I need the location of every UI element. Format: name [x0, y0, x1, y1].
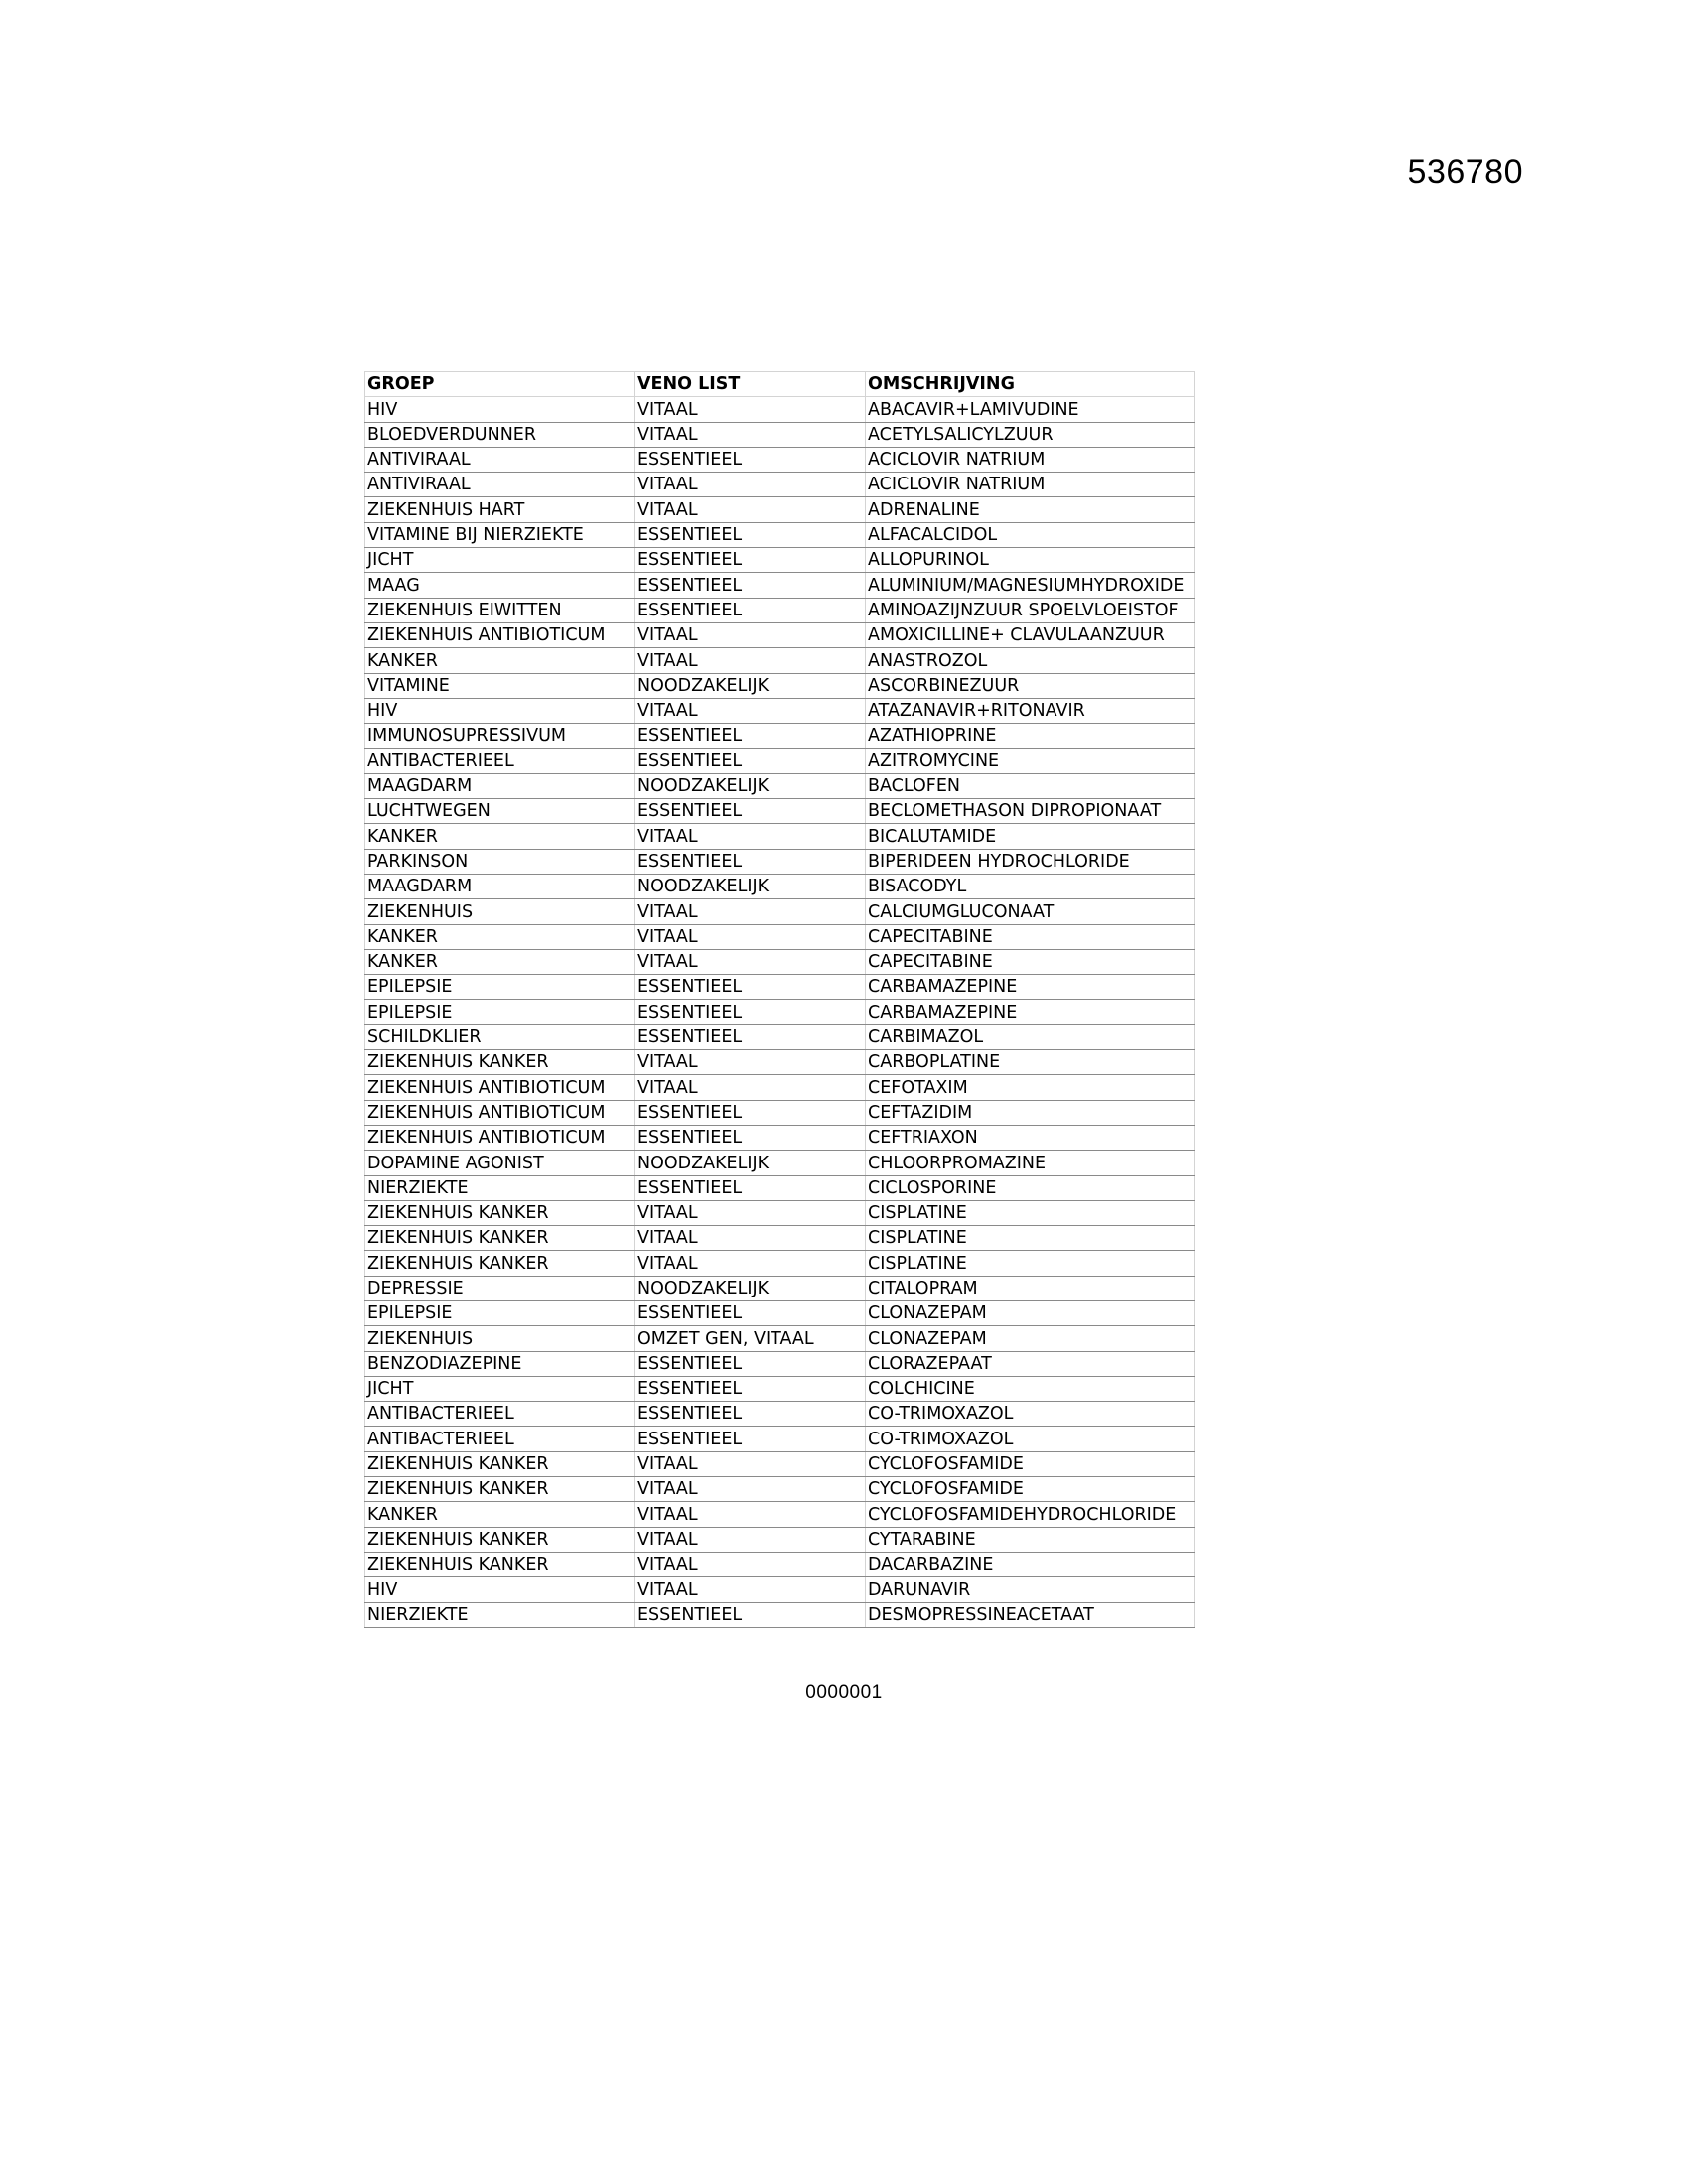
cell-veno-list: ESSENTIEEL	[635, 1000, 866, 1024]
cell-veno-list: VITAAL	[635, 1200, 866, 1225]
cell-groep: KANKER	[365, 924, 635, 949]
cell-omschrijving: DARUNAVIR	[866, 1577, 1195, 1602]
cell-groep: DOPAMINE AGONIST	[365, 1151, 635, 1175]
cell-omschrijving: ANASTROZOL	[866, 648, 1195, 673]
table-row	[365, 648, 1195, 673]
cell-omschrijving: CAPECITABINE	[866, 924, 1195, 949]
cell-groep: MAAGDARM	[365, 773, 635, 798]
cell-omschrijving: AMINOAZIJNZUUR SPOELVLOEISTOF	[866, 598, 1195, 622]
table-row	[365, 874, 1195, 898]
cell-groep: MAAGDARM	[365, 874, 635, 898]
table-row	[365, 1326, 1195, 1351]
cell-veno-list: VITAAL	[635, 1577, 866, 1602]
cell-veno-list: VITAAL	[635, 1527, 866, 1552]
table-row	[365, 622, 1195, 647]
cell-veno-list: ESSENTIEEL	[635, 1427, 866, 1451]
cell-omschrijving: ACICLOVIR NATRIUM	[866, 473, 1195, 497]
table-row	[365, 1552, 1195, 1576]
cell-veno-list: VITAAL	[635, 949, 866, 974]
table-row	[365, 1226, 1195, 1251]
cell-omschrijving: BACLOFEN	[866, 773, 1195, 798]
table-row	[365, 698, 1195, 723]
cell-veno-list: ESSENTIEEL	[635, 1602, 866, 1627]
table-row	[365, 1477, 1195, 1502]
cell-veno-list: ESSENTIEEL	[635, 1175, 866, 1200]
cell-omschrijving: ADRENALINE	[866, 497, 1195, 522]
cell-veno-list: VITAAL	[635, 899, 866, 924]
cell-veno-list: VITAAL	[635, 397, 866, 422]
cell-groep: ZIEKENHUIS HART	[365, 497, 635, 522]
cell-veno-list: ESSENTIEEL	[635, 522, 866, 547]
cell-groep: PARKINSON	[365, 849, 635, 874]
cell-groep: EPILEPSIE	[365, 1300, 635, 1325]
cell-veno-list: ESSENTIEEL	[635, 1100, 866, 1125]
cell-omschrijving: CYCLOFOSFAMIDE	[866, 1451, 1195, 1476]
cell-veno-list: ESSENTIEEL	[635, 1351, 866, 1376]
cell-omschrijving: ABACAVIR+LAMIVUDINE	[866, 397, 1195, 422]
cell-groep: ZIEKENHUIS EIWITTEN	[365, 598, 635, 622]
table-row	[365, 799, 1195, 824]
cell-veno-list: VITAAL	[635, 1502, 866, 1527]
cell-groep: ZIEKENHUIS ANTIBIOTICUM	[365, 1075, 635, 1100]
cell-omschrijving: AZITROMYCINE	[866, 749, 1195, 773]
table-row	[365, 673, 1195, 698]
cell-groep: ZIEKENHUIS KANKER	[365, 1477, 635, 1502]
cell-omschrijving: CYCLOFOSFAMIDE	[866, 1477, 1195, 1502]
drug-list-table-container	[364, 371, 1194, 1628]
cell-groep: ZIEKENHUIS ANTIBIOTICUM	[365, 1125, 635, 1150]
cell-veno-list: NOODZAKELIJK	[635, 773, 866, 798]
cell-veno-list: NOODZAKELIJK	[635, 874, 866, 898]
cell-veno-list: VITAAL	[635, 698, 866, 723]
cell-groep: HIV	[365, 1577, 635, 1602]
table-row	[365, 1402, 1195, 1427]
cell-veno-list: ESSENTIEEL	[635, 548, 866, 573]
cell-groep: KANKER	[365, 824, 635, 849]
table-row	[365, 1502, 1195, 1527]
table-row	[365, 975, 1195, 1000]
cell-groep: ZIEKENHUIS KANKER	[365, 1451, 635, 1476]
table-body	[365, 397, 1195, 1628]
table-row	[365, 573, 1195, 598]
table-row	[365, 447, 1195, 472]
cell-groep: EPILEPSIE	[365, 1000, 635, 1024]
cell-veno-list: VITAAL	[635, 1477, 866, 1502]
cell-veno-list: OMZET GEN, VITAAL	[635, 1326, 866, 1351]
table-row	[365, 1100, 1195, 1125]
cell-veno-list: ESSENTIEEL	[635, 1402, 866, 1427]
cell-groep: BLOEDVERDUNNER	[365, 422, 635, 447]
cell-veno-list: VITAAL	[635, 622, 866, 647]
cell-omschrijving: CISPLATINE	[866, 1251, 1195, 1276]
header-omschrijving: OMSCHRIJVING	[866, 372, 1195, 397]
cell-omschrijving: CO-TRIMOXAZOL	[866, 1402, 1195, 1427]
cell-omschrijving: CISPLATINE	[866, 1226, 1195, 1251]
document-number: 536780	[1407, 153, 1523, 191]
cell-omschrijving: CARBIMAZOL	[866, 1024, 1195, 1049]
cell-groep: HIV	[365, 397, 635, 422]
cell-groep: VITAMINE BIJ NIERZIEKTE	[365, 522, 635, 547]
cell-veno-list: ESSENTIEEL	[635, 849, 866, 874]
cell-omschrijving: DACARBAZINE	[866, 1552, 1195, 1576]
table-row	[365, 1000, 1195, 1024]
cell-veno-list: ESSENTIEEL	[635, 799, 866, 824]
cell-groep: NIERZIEKTE	[365, 1602, 635, 1627]
table-row	[365, 1175, 1195, 1200]
cell-groep: ZIEKENHUIS KANKER	[365, 1527, 635, 1552]
cell-veno-list: NOODZAKELIJK	[635, 1151, 866, 1175]
cell-omschrijving: CARBOPLATINE	[866, 1050, 1195, 1075]
cell-omschrijving: CISPLATINE	[866, 1200, 1195, 1225]
cell-omschrijving: CALCIUMGLUCONAAT	[866, 899, 1195, 924]
cell-omschrijving: ACICLOVIR NATRIUM	[866, 447, 1195, 472]
cell-omschrijving: BECLOMETHASON DIPROPIONAAT	[866, 799, 1195, 824]
table-row	[365, 397, 1195, 422]
table-row	[365, 824, 1195, 849]
table-row	[365, 1125, 1195, 1150]
table-row	[365, 598, 1195, 622]
cell-groep: IMMUNOSUPRESSIVUM	[365, 724, 635, 749]
table-row	[365, 1075, 1195, 1100]
cell-groep: ZIEKENHUIS	[365, 899, 635, 924]
table-row	[365, 1351, 1195, 1376]
cell-groep: ZIEKENHUIS KANKER	[365, 1226, 635, 1251]
cell-groep: SCHILDKLIER	[365, 1024, 635, 1049]
cell-groep: JICHT	[365, 548, 635, 573]
cell-groep: LUCHTWEGEN	[365, 799, 635, 824]
cell-veno-list: NOODZAKELIJK	[635, 673, 866, 698]
cell-groep: MAAG	[365, 573, 635, 598]
cell-omschrijving: DESMOPRESSINEACETAAT	[866, 1602, 1195, 1627]
cell-veno-list: VITAAL	[635, 1451, 866, 1476]
cell-veno-list: ESSENTIEEL	[635, 724, 866, 749]
cell-groep: ZIEKENHUIS ANTIBIOTICUM	[365, 622, 635, 647]
table-row	[365, 1200, 1195, 1225]
cell-omschrijving: ASCORBINEZUUR	[866, 673, 1195, 698]
cell-omschrijving: BIPERIDEEN HYDROCHLORIDE	[866, 849, 1195, 874]
cell-groep: ZIEKENHUIS KANKER	[365, 1552, 635, 1576]
cell-omschrijving: CITALOPRAM	[866, 1276, 1195, 1300]
cell-groep: ANTIVIRAAL	[365, 473, 635, 497]
header-veno-list: VENO LIST	[635, 372, 866, 397]
cell-veno-list: VITAAL	[635, 824, 866, 849]
cell-omschrijving: CLORAZEPAAT	[866, 1351, 1195, 1376]
cell-veno-list: ESSENTIEEL	[635, 447, 866, 472]
cell-omschrijving: CLONAZEPAM	[866, 1326, 1195, 1351]
cell-groep: ZIEKENHUIS KANKER	[365, 1050, 635, 1075]
cell-groep: ZIEKENHUIS KANKER	[365, 1251, 635, 1276]
cell-omschrijving: CLONAZEPAM	[866, 1300, 1195, 1325]
cell-omschrijving: AMOXICILLINE+ CLAVULAANZUUR	[866, 622, 1195, 647]
table-row	[365, 422, 1195, 447]
cell-groep: ZIEKENHUIS KANKER	[365, 1200, 635, 1225]
cell-groep: ANTIBACTERIEEL	[365, 749, 635, 773]
cell-veno-list: ESSENTIEEL	[635, 573, 866, 598]
cell-omschrijving: ALFACALCIDOL	[866, 522, 1195, 547]
table-row	[365, 1577, 1195, 1602]
cell-groep: ANTIVIRAAL	[365, 447, 635, 472]
table-row	[365, 548, 1195, 573]
table-row	[365, 1427, 1195, 1451]
cell-groep: BENZODIAZEPINE	[365, 1351, 635, 1376]
cell-omschrijving: CHLOORPROMAZINE	[866, 1151, 1195, 1175]
page-number: 0000001	[805, 1682, 883, 1703]
cell-groep: ANTIBACTERIEEL	[365, 1427, 635, 1451]
table-row	[365, 1300, 1195, 1325]
cell-omschrijving: ALLOPURINOL	[866, 548, 1195, 573]
table-row	[365, 497, 1195, 522]
cell-omschrijving: CEFTAZIDIM	[866, 1100, 1195, 1125]
header-groep: GROEP	[365, 372, 635, 397]
drug-list-table	[364, 371, 1195, 1628]
table-row	[365, 773, 1195, 798]
table-row	[365, 1151, 1195, 1175]
cell-veno-list: VITAAL	[635, 422, 866, 447]
cell-veno-list: NOODZAKELIJK	[635, 1276, 866, 1300]
cell-omschrijving: CARBAMAZEPINE	[866, 975, 1195, 1000]
cell-veno-list: VITAAL	[635, 1075, 866, 1100]
cell-groep: NIERZIEKTE	[365, 1175, 635, 1200]
cell-groep: JICHT	[365, 1376, 635, 1401]
cell-veno-list: VITAAL	[635, 924, 866, 949]
cell-veno-list: VITAAL	[635, 1226, 866, 1251]
table-row	[365, 1376, 1195, 1401]
cell-groep: EPILEPSIE	[365, 975, 635, 1000]
table-row	[365, 849, 1195, 874]
cell-veno-list: VITAAL	[635, 648, 866, 673]
cell-omschrijving: ALUMINIUM/MAGNESIUMHYDROXIDE	[866, 573, 1195, 598]
table-row	[365, 749, 1195, 773]
cell-omschrijving: CEFTRIAXON	[866, 1125, 1195, 1150]
cell-veno-list: ESSENTIEEL	[635, 975, 866, 1000]
cell-veno-list: ESSENTIEEL	[635, 1300, 866, 1325]
cell-veno-list: VITAAL	[635, 497, 866, 522]
table-row	[365, 1527, 1195, 1552]
cell-omschrijving: CAPECITABINE	[866, 949, 1195, 974]
cell-groep: KANKER	[365, 949, 635, 974]
cell-veno-list: VITAAL	[635, 1552, 866, 1576]
cell-veno-list: VITAAL	[635, 1251, 866, 1276]
table-row	[365, 899, 1195, 924]
cell-omschrijving: BICALUTAMIDE	[866, 824, 1195, 849]
cell-omschrijving: AZATHIOPRINE	[866, 724, 1195, 749]
cell-veno-list: ESSENTIEEL	[635, 749, 866, 773]
table-row	[365, 924, 1195, 949]
cell-groep: ANTIBACTERIEEL	[365, 1402, 635, 1427]
cell-omschrijving: BISACODYL	[866, 874, 1195, 898]
cell-omschrijving: CO-TRIMOXAZOL	[866, 1427, 1195, 1451]
cell-groep: KANKER	[365, 648, 635, 673]
cell-veno-list: VITAAL	[635, 473, 866, 497]
table-row	[365, 724, 1195, 749]
cell-omschrijving: COLCHICINE	[866, 1376, 1195, 1401]
cell-veno-list: ESSENTIEEL	[635, 598, 866, 622]
cell-groep: DEPRESSIE	[365, 1276, 635, 1300]
table-row	[365, 1602, 1195, 1627]
cell-veno-list: VITAAL	[635, 1050, 866, 1075]
cell-omschrijving: CEFOTAXIM	[866, 1075, 1195, 1100]
cell-omschrijving: CYCLOFOSFAMIDEHYDROCHLORIDE	[866, 1502, 1195, 1527]
cell-veno-list: ESSENTIEEL	[635, 1125, 866, 1150]
cell-omschrijving: ATAZANAVIR+RITONAVIR	[866, 698, 1195, 723]
cell-omschrijving: CARBAMAZEPINE	[866, 1000, 1195, 1024]
table-row	[365, 522, 1195, 547]
table-row	[365, 1024, 1195, 1049]
cell-groep: ZIEKENHUIS	[365, 1326, 635, 1351]
cell-veno-list: ESSENTIEEL	[635, 1024, 866, 1049]
table-row	[365, 1050, 1195, 1075]
cell-veno-list: ESSENTIEEL	[635, 1376, 866, 1401]
cell-groep: KANKER	[365, 1502, 635, 1527]
cell-omschrijving: ACETYLSALICYLZUUR	[866, 422, 1195, 447]
table-row	[365, 473, 1195, 497]
table-row	[365, 1251, 1195, 1276]
table-row	[365, 949, 1195, 974]
table-header-row	[365, 372, 1195, 397]
cell-omschrijving: CYTARABINE	[866, 1527, 1195, 1552]
cell-groep: ZIEKENHUIS ANTIBIOTICUM	[365, 1100, 635, 1125]
table-row	[365, 1451, 1195, 1476]
cell-omschrijving: CICLOSPORINE	[866, 1175, 1195, 1200]
table-row	[365, 1276, 1195, 1300]
cell-groep: VITAMINE	[365, 673, 635, 698]
cell-groep: HIV	[365, 698, 635, 723]
